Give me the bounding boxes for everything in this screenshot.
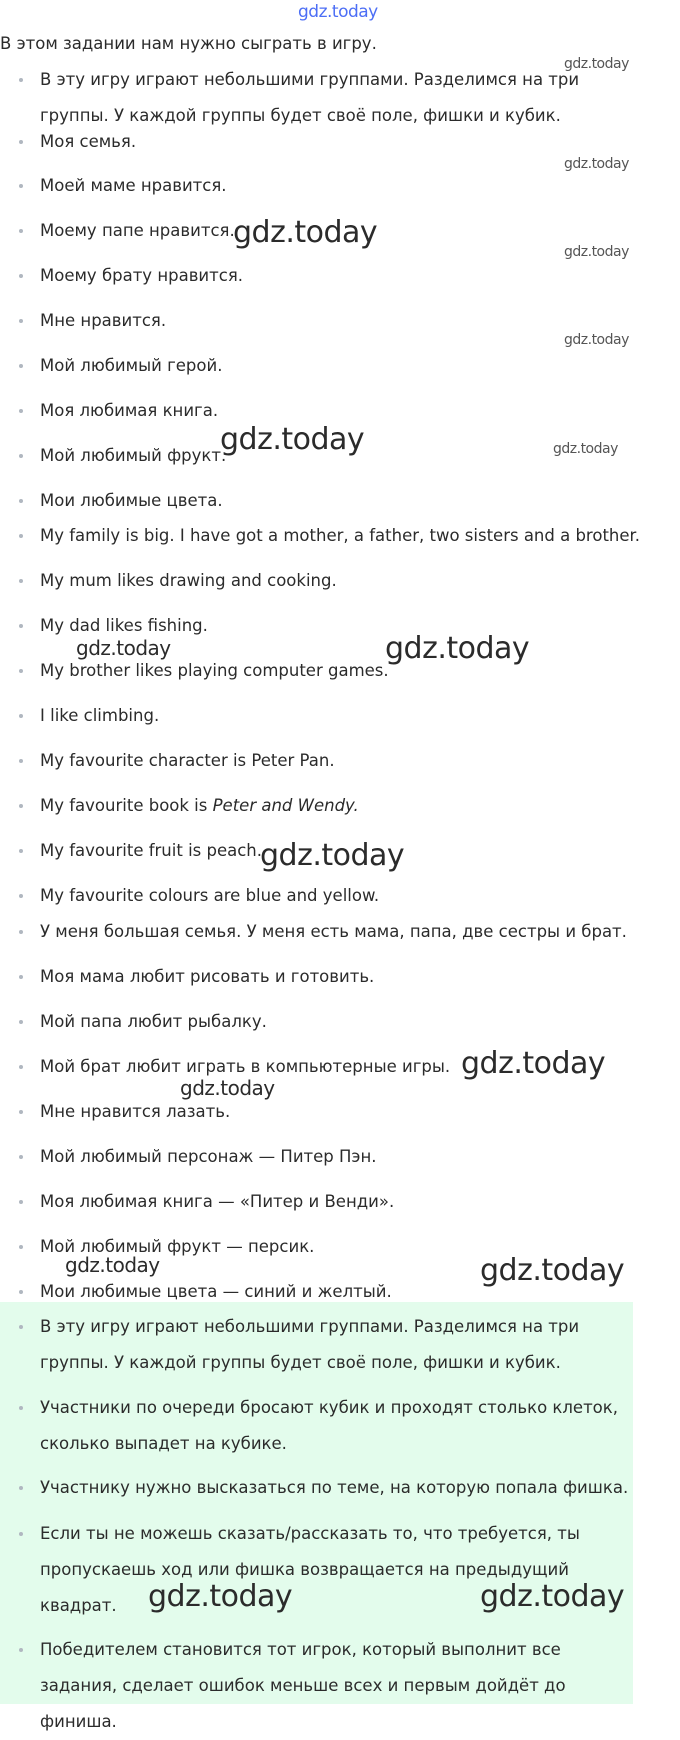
bullet-icon	[19, 184, 23, 188]
bullet-icon	[19, 1065, 23, 1069]
bullet-icon	[19, 1486, 23, 1490]
bullet-icon	[19, 78, 23, 82]
watermark: gdz.today	[233, 215, 378, 250]
bullet-icon	[19, 499, 23, 503]
bullet-icon	[19, 714, 23, 718]
watermark: gdz.today	[220, 422, 365, 457]
bullet-icon	[19, 1406, 23, 1410]
bullet-icon	[19, 975, 23, 979]
bullet-icon	[19, 894, 23, 898]
watermark: gdz.today	[65, 1253, 160, 1277]
bullet-icon	[19, 1532, 23, 1536]
watermark: gdz.today	[564, 156, 629, 172]
watermark: gdz.today	[260, 838, 405, 873]
bullet-icon	[19, 849, 23, 853]
book-title: Peter and Wendy.	[212, 796, 359, 815]
bullet-icon	[19, 274, 23, 278]
watermark: gdz.today	[461, 1046, 606, 1081]
bullet-icon	[19, 759, 23, 763]
bullet-icon	[19, 1200, 23, 1204]
bullet-icon	[19, 454, 23, 458]
bullet-icon	[19, 669, 23, 673]
bullet-icon	[19, 1020, 23, 1024]
bullet-icon	[19, 319, 23, 323]
watermark: gdz.today	[480, 1579, 625, 1614]
site-logo[interactable]: gdz.today	[298, 2, 378, 22]
bullet-icon	[19, 534, 23, 538]
bullet-icon	[19, 1245, 23, 1249]
bullet-icon	[19, 624, 23, 628]
bullet-icon	[19, 409, 23, 413]
watermark: gdz.today	[564, 332, 629, 348]
watermark: gdz.today	[385, 631, 530, 666]
watermark: gdz.today	[148, 1579, 293, 1614]
watermark: gdz.today	[564, 56, 629, 72]
bullet-icon	[19, 1325, 23, 1329]
bullet-icon	[19, 229, 23, 233]
bullet-icon	[19, 364, 23, 368]
watermark: gdz.today	[76, 636, 171, 660]
watermark: gdz.today	[480, 1253, 625, 1288]
watermark: gdz.today	[564, 244, 629, 260]
watermark: gdz.today	[553, 441, 618, 457]
bullet-icon	[19, 930, 23, 934]
bullet-icon	[19, 1110, 23, 1114]
watermark: gdz.today	[180, 1076, 275, 1100]
bullet-icon	[19, 579, 23, 583]
intro-text: В этом задании нам нужно сыграть в игру.	[0, 34, 377, 53]
bullet-icon	[19, 1290, 23, 1294]
bullet-icon	[19, 140, 23, 144]
bullet-icon	[19, 1155, 23, 1159]
bullet-icon	[19, 1648, 23, 1652]
bullet-icon	[19, 804, 23, 808]
